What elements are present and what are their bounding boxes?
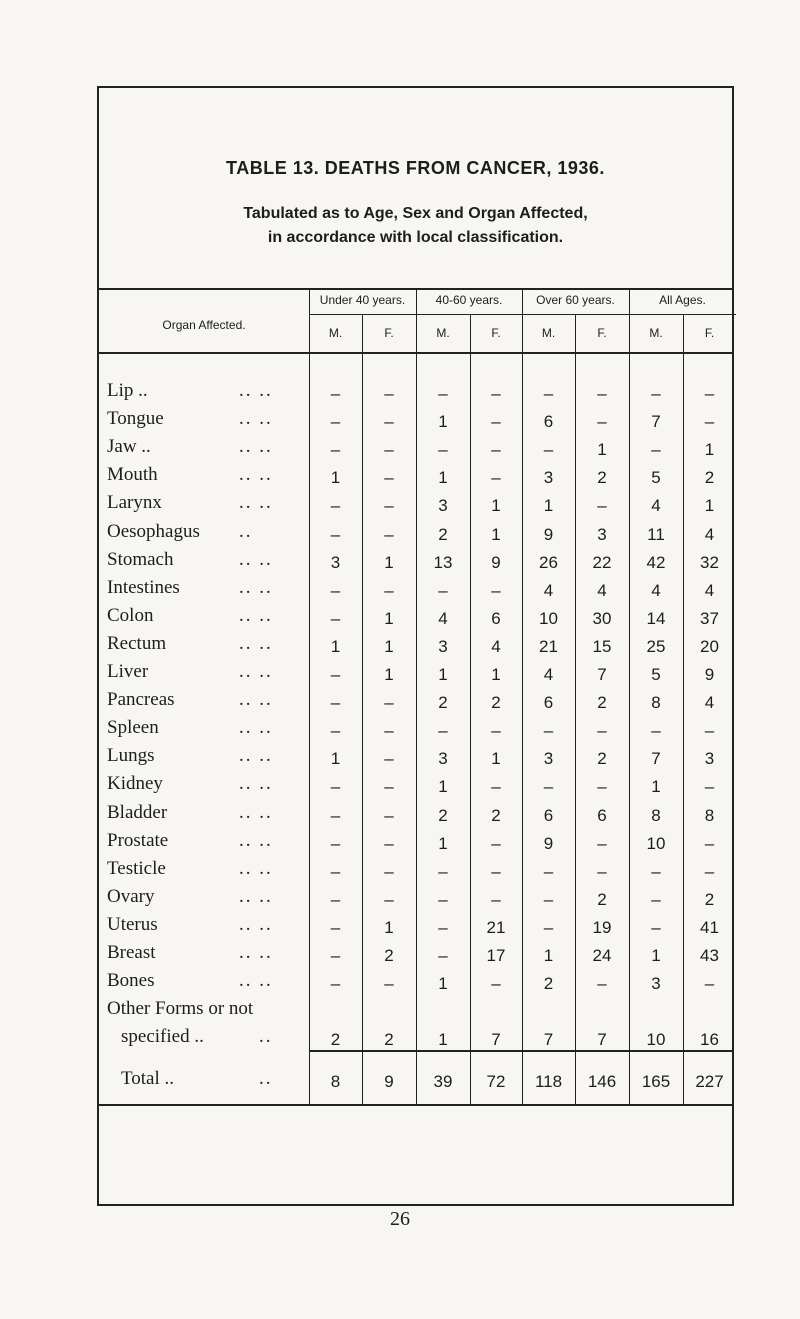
table-cell: – [384,889,394,909]
table-cell: 1 [651,946,661,965]
table-cell: – [330,946,341,965]
row-label: Ovary [107,885,155,907]
leader-dots: .. [259,1026,273,1048]
table-cell: – [438,384,448,403]
table-cell: – [704,721,715,741]
table-cell: – [384,440,394,460]
table-cell: 4 [704,524,715,544]
page-number: 26 [390,1208,410,1230]
table-cell: 41 [700,917,719,937]
table-cell: 2 [384,1030,394,1050]
table-cell: – [491,384,501,403]
table-cell: 2 [438,693,448,713]
table-cell: – [543,384,554,403]
table-cell: 1 [438,974,448,994]
table-cell: – [704,412,715,432]
table-cell: 20 [700,636,719,656]
row-label: Intestines [107,576,180,598]
table-cell: 1 [651,777,661,797]
table-cell: – [330,665,341,684]
row-label: Colon [107,604,154,626]
subtitle-line-1: Tabulated as to Age, Sex and Organ Affected, [243,205,588,222]
sex-header: M. [436,326,450,340]
table-cell: – [384,384,394,403]
table-cell: – [438,917,448,937]
row-label: Larynx [107,492,162,514]
row-label: Rectum [107,632,167,654]
leader-dots: .. .. [239,548,273,570]
table-cell: – [438,946,448,965]
leader-dots: .. .. [239,885,273,907]
table-cell: 3 [438,636,448,656]
table-cell: 9 [543,524,554,544]
table-cell: – [438,889,448,909]
table-cell: 2 [597,889,607,909]
table-cell: 4 [438,608,448,628]
table-cell: 9 [491,552,501,572]
table-cell: – [330,974,341,994]
table-cell: 2 [438,524,448,544]
table-cell: 1 [330,636,341,656]
table-cell: – [491,889,501,909]
age-group-underline [629,314,736,315]
table-cell: – [491,974,501,994]
table-cell: 25 [646,636,666,656]
table-cell: 1 [384,608,394,628]
table-cell: 13 [433,552,453,572]
table-cell: 5 [651,665,661,684]
table-cell: 32 [700,552,719,572]
table-cell: – [384,833,394,853]
table-cell: 1 [704,496,715,516]
leader-dots: .. [259,1068,273,1089]
table-cell: 2 [543,974,554,994]
table-cell: – [543,861,554,881]
row-label: Spleen [107,717,159,739]
table-cell: – [543,721,554,741]
table-cell: – [438,861,448,881]
table-cell: – [491,580,501,600]
table-cell: – [704,833,715,853]
table-cell: – [330,917,341,937]
sex-header: M. [328,326,343,340]
table-cell: 2 [438,805,448,825]
table-cell: 3 [704,749,715,769]
table-cell: 2 [491,805,501,825]
table-cell: 2 [704,468,715,488]
table-cell: – [330,721,341,741]
row-label: Liver [107,661,149,682]
row-label: Uterus [107,913,158,935]
table-cell: – [543,777,554,797]
table-cell: – [704,777,715,797]
table-cell: 9 [704,665,715,684]
row-label: Mouth [107,464,158,486]
leader-dots: .. [239,520,253,542]
row-label-other-1: Other Forms or not [107,998,254,1020]
table-subtitle [99,202,732,250]
table-cell: 1 [384,917,394,937]
table-cell: 21 [486,917,506,937]
table-cell: – [330,805,341,825]
table-cell: – [330,833,341,853]
total-cell: 227 [695,1072,724,1091]
table-cell: – [384,496,394,516]
table-cell: – [597,974,607,994]
table-cell: – [651,889,661,909]
table-cell: 5 [651,468,661,488]
table-cell: 1 [491,749,501,769]
table-cell: 4 [651,496,661,516]
table-cell: – [384,524,394,544]
table-frame [97,86,734,1206]
sex-header: F. [597,326,607,340]
table-cell: 4 [543,665,554,684]
age-group-header: All Ages. [659,293,706,307]
table-cell: – [330,889,341,909]
table-title: TABLE 13. DEATHS FROM CANCER, 1936. [226,158,605,178]
table-cell: – [491,412,501,432]
table-cell: – [330,496,341,516]
table-cell: 37 [700,608,719,628]
table-cell: 3 [438,496,448,516]
leader-dots: .. .. [239,464,273,486]
table-cell: – [330,412,341,432]
table-cell: 2 [491,693,501,713]
age-group-header: Over 60 years. [536,293,615,307]
table-cell: 3 [543,468,554,488]
leader-dots: .. .. [239,576,273,598]
row-label: Testicle [107,857,166,879]
table-cell: 1 [704,440,715,460]
age-group-underline [416,314,522,315]
table-cell: – [330,777,341,797]
table-cell: – [384,749,394,769]
total-cell: 165 [641,1072,671,1091]
table-cell: – [543,889,554,909]
table-cell: 4 [704,580,715,600]
table-cell: – [330,384,341,403]
table-cell: 1 [543,496,554,516]
leader-dots: .. .. [239,436,273,458]
table-bottom-rule [99,1104,732,1106]
table-cell: 15 [592,636,612,656]
table-cell: 8 [704,805,715,825]
table-cell: – [330,440,341,460]
table-cell: – [491,861,501,881]
table-cell: 7 [543,1030,554,1050]
leader-dots: .. .. [239,801,273,823]
table-cell: 1 [597,440,607,460]
table-cell: – [651,861,661,881]
table-cell: – [330,693,341,713]
table-cell: 7 [597,1030,607,1050]
leader-dots: .. .. [239,857,273,879]
table-cell: 17 [486,946,506,965]
table-cell: 6 [543,412,554,432]
leader-dots: .. .. [239,913,273,935]
table-cell: – [491,777,501,797]
leader-dots: .. .. [239,970,273,992]
table-cell: 7 [651,749,661,769]
table-cell: – [651,721,661,741]
table-cell: 1 [384,636,394,656]
table-cell: – [597,496,607,516]
leader-dots: .. .. [239,745,273,767]
table-cell: 1 [491,665,501,684]
row-label: Lungs [107,745,155,767]
row-label: Breast [107,942,156,963]
table-cell: – [704,974,715,994]
table-cell: 16 [700,1030,719,1050]
table-cell: 8 [651,693,661,713]
total-cell: 118 [534,1072,563,1091]
table-cell: 24 [592,946,612,965]
table-cell: 11 [647,524,665,544]
table-cell: 7 [597,665,607,684]
row-label: Tongue [107,408,164,430]
table-cell: – [704,384,715,403]
table-cell: 1 [438,1030,448,1050]
table-cell: 1 [438,468,448,488]
table-cell: 1 [330,468,341,488]
table-cell: 1 [438,777,448,797]
table-cell: 4 [543,580,554,600]
leader-dots: .. .. [239,717,273,739]
table-cell: 21 [539,636,558,656]
age-group-underline [522,314,629,315]
total-top-rule [309,1050,732,1052]
table-cell: – [384,412,394,432]
table-cell: 3 [330,552,341,572]
row-label-other-2: specified .. [121,1026,204,1048]
table-cell: – [330,608,341,628]
table-cell: 22 [592,552,612,572]
table-cell: – [384,861,394,881]
table-cell: 4 [597,580,607,600]
table-cell: – [597,833,607,853]
table-cell: 1 [438,833,448,853]
leader-dots: .. .. [239,773,273,795]
table-cell: 26 [539,552,558,572]
total-cell: 8 [330,1072,341,1091]
row-label: Pancreas [107,689,175,711]
table-cell: – [438,580,448,600]
table-cell: 2 [597,693,607,713]
table-cell: – [597,777,607,797]
table-cell: 1 [491,496,501,516]
sex-header: F. [384,326,394,340]
age-group-header: Under 40 years. [319,293,406,307]
table-cell: – [597,384,607,403]
table-cell: 14 [646,608,666,628]
total-cell: 39 [433,1072,453,1091]
table-cell: 7 [651,412,661,432]
table-cell: 3 [543,749,554,769]
table-cell: 10 [646,833,666,853]
table-cell: – [651,917,661,937]
table-cell: 2 [704,889,715,909]
row-label: Prostate [107,829,169,851]
table-cell: 2 [597,468,607,488]
table-cell: 8 [651,805,661,825]
total-cell: 72 [486,1072,506,1091]
table-cell: 42 [646,552,666,572]
row-label: Lip .. [107,380,148,401]
table-cell: 1 [438,412,448,432]
table-cell: 1 [543,946,554,965]
leader-dots: .. .. [239,689,273,711]
table-cell: 6 [597,805,607,825]
table-cell: 2 [597,749,607,769]
table-cell: – [543,917,554,937]
sex-header: F. [704,326,715,340]
table-cell: – [384,468,394,488]
table-cell: – [330,861,341,881]
table-cell: 1 [330,749,341,769]
organ-header: Organ Affected. [162,318,246,332]
table-cell: – [438,440,448,460]
row-label: Jaw .. [107,436,151,458]
age-group-underline [309,314,416,315]
table-cell: – [491,721,501,741]
row-label: Oesophagus [107,520,200,542]
leader-dots: .. .. [239,829,273,851]
table-cell: 6 [543,805,554,825]
table-cell: 3 [597,524,607,544]
table-cell: 10 [646,1030,666,1050]
table-cell: 3 [651,974,661,994]
table-cell: 2 [384,946,394,965]
age-group-header: 40-60 years. [435,293,503,307]
sex-header: M. [541,326,556,340]
leader-dots: .. .. [239,942,273,963]
table-cell: 4 [491,636,501,656]
leader-dots: .. .. [239,492,273,514]
total-cell: 146 [587,1072,617,1091]
table-cell: – [704,861,715,881]
table-cell: 6 [491,608,501,628]
table-cell: – [651,384,661,403]
table-cell: – [384,580,394,600]
table-cell: – [330,580,341,600]
table-cell: 9 [543,833,554,853]
leader-dots: .. .. [239,408,273,430]
table-cell: 7 [491,1030,501,1050]
table-cell: – [438,721,448,741]
row-label: Stomach [107,548,174,570]
table-cell: – [330,524,341,544]
table-cell: – [597,721,607,741]
table-cell: – [543,440,554,460]
row-label: Bones [107,970,155,992]
table-cell: 2 [330,1030,341,1050]
table-cell: 19 [592,917,612,937]
table-cell: 1 [384,552,394,572]
table-cell: 6 [543,693,554,713]
table-cell: 3 [438,749,448,769]
table-cell: – [597,412,607,432]
sex-header: F. [491,326,501,340]
table-cell: – [491,833,501,853]
table-cell: – [384,974,394,994]
leader-dots: .. .. [239,661,273,682]
total-cell: 9 [384,1072,394,1091]
table-cell: 1 [491,524,501,544]
table-cell: – [384,777,394,797]
leader-dots: .. .. [239,632,273,654]
row-label-total: Total .. [121,1068,175,1089]
table-cell: 4 [704,693,715,713]
sex-header: M. [649,326,663,340]
table-cell: – [384,693,394,713]
subtitle-line-2: in accordance with local classification. [267,229,564,246]
table-cell: – [597,861,607,881]
leader-dots: .. .. [239,380,273,401]
table-cell: 10 [539,608,558,628]
row-label: Kidney [107,773,163,795]
table-cell: – [384,805,394,825]
leader-dots: .. .. [239,604,273,626]
table-cell: – [651,440,661,460]
table-cell: – [384,721,394,741]
table-cell: 1 [384,665,394,684]
table-cell: 4 [651,580,661,600]
table-cell: – [491,468,501,488]
table-cell: 43 [700,946,719,965]
table-cell: 30 [592,608,612,628]
table-cell: – [491,440,501,460]
row-label: Bladder [107,801,168,823]
table-cell: 1 [438,665,448,684]
